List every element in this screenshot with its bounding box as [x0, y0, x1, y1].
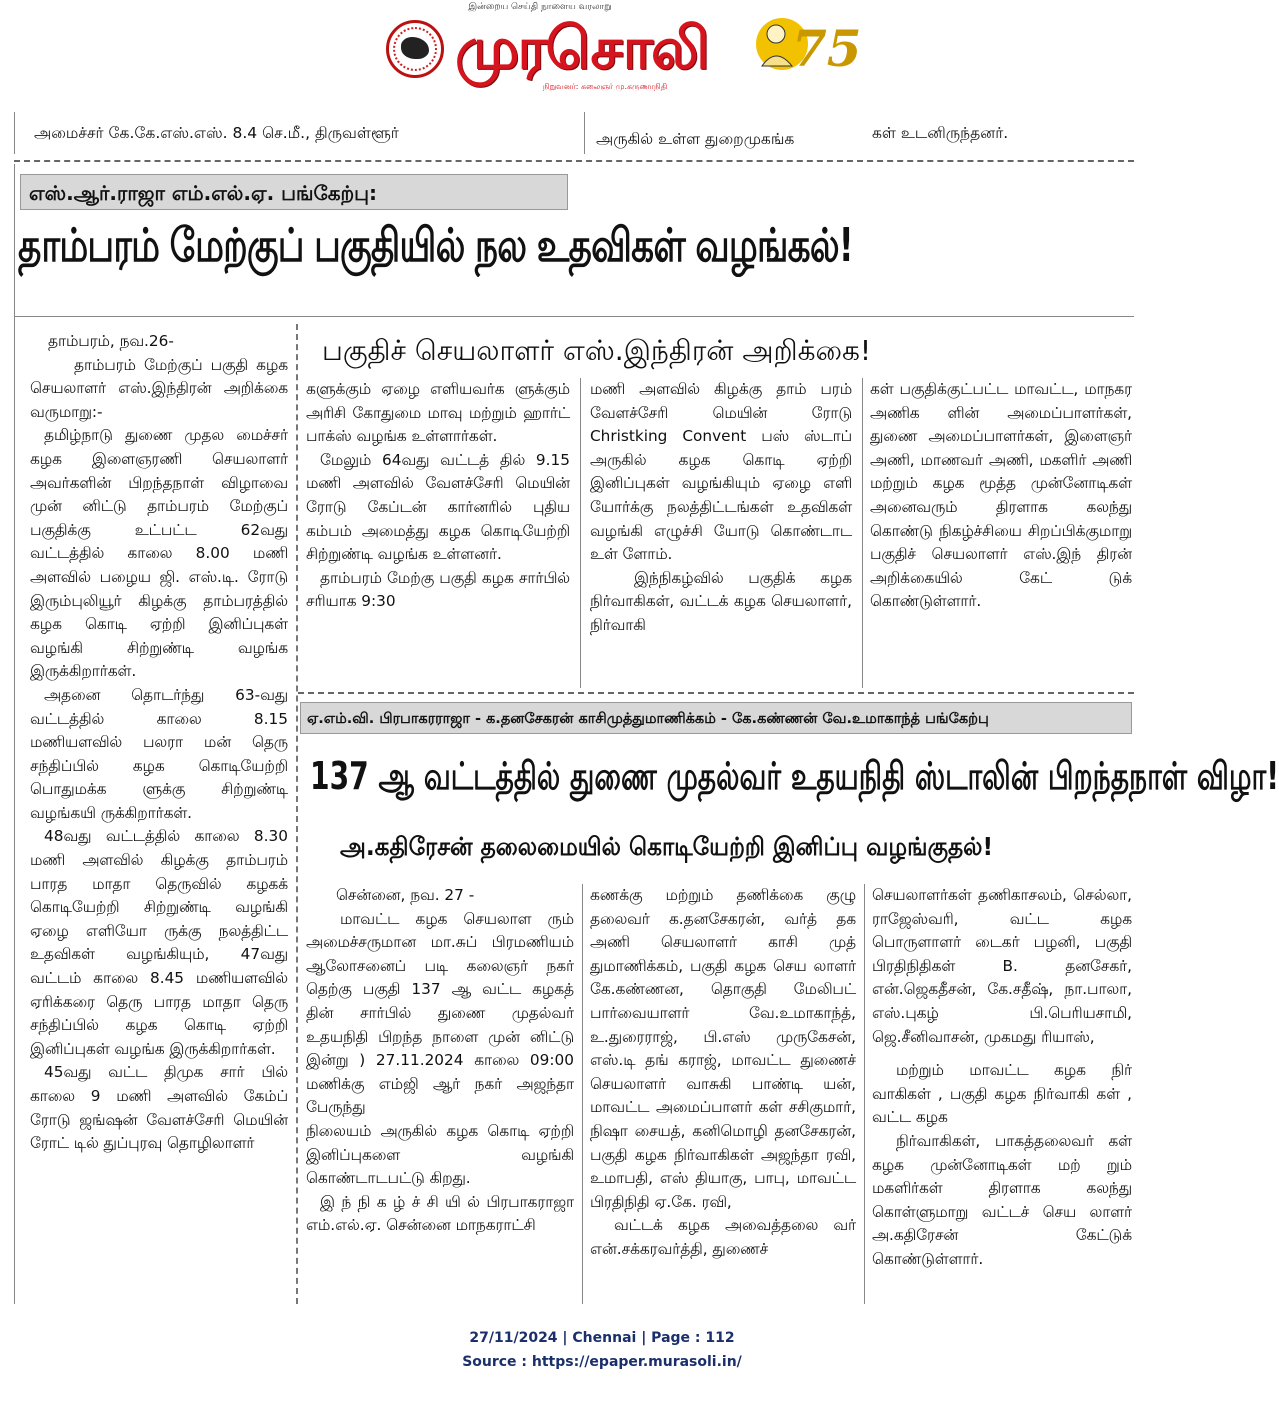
masthead-tagline: இன்றைய செய்தி நாளைய வரலாறு: [468, 2, 612, 12]
top-strip-col2: அருகில் உள்ள துறைமுகங்க: [596, 130, 795, 148]
story2-subhead: அ.கதிரேசன் தலைமையில் கொடியேற்றி இனிப்பு வழங்குதல்!: [340, 832, 994, 861]
paragraph: தாம்பரம் மேற்கு பகுதி கழக சார்பில் சரியாக 9:30: [306, 568, 570, 611]
headline-underline: [14, 316, 1134, 317]
column-divider: [580, 378, 581, 688]
anniversary-number: 75: [792, 19, 862, 78]
paragraph: இ ந் நி க ழ் ச் சி யி ல் பிரபாகராஜா எம்.எல்.ஏ. சென்னை மாநகராட்சி: [306, 1192, 574, 1235]
column-divider: [584, 112, 585, 154]
paragraph: தமிழ்நாடு துணை முதல மைச்சர் கழக இளைஞரணி செயலாளர் அவர்களின் பிறந்தநாள் விழாவை முன் னிட்டு தாம்பரம் மேற்குப் பகுதிக்கு உட்பட்ட 62வது வட்டத்தில் காலை 8.00 மணி அளவில் பழைய ஜி. எஸ்.டி. ரோடு இரும்புலியூர் கிழக்கு தாம்பரத்தில் கழக கொடி ஏற்றி இனிப்புகள் வழங்கி சிற்றுண்டி வழங்க இருக்கிறார்கள்.: [30, 426, 288, 681]
column-divider: [862, 378, 863, 688]
story2-kicker: ஏ.எம்.வி. பிரபாகரராஜா - க.தனசேகரன் காசிமுத்துமாணிக்கம் - கே.கண்ணன் வே.உமாகாந்த் பங்கேற்பு: [300, 702, 1132, 734]
paragraph: மணி அளவில் கிழக்கு தாம் பரம் வேளச்சேரி மெயின் ரோடு Christking Convent பஸ் ஸ்டாப் அருகில் கழக கொடி ஏற்றி இனிப்புகள் வழங்கியும் ஏழை எளி யோர்க்கு நலத்திட்டங்கள் உதவிகள் வழங்கி எழுச்சி யோடு கொண்டாட உள் ளோம்.: [590, 380, 852, 564]
paragraph: வட்டக் கழக அவைத்தலை வர் என்.சக்கரவர்த்தி, துணைச்: [590, 1216, 856, 1258]
section-divider: [14, 160, 1134, 162]
top-strip-col3: கள் உடனிருந்தனர்.: [872, 124, 1009, 142]
paragraph: கள் பகுதிக்குட்பட்ட மாவட்ட, மாநகர அணிக ளின் அமைப்பாளர்கள், துணை அமைப்பாளர்கள், இளைஞர் அணி, மாணவர் அணி, மகளிர் அணி மற்றும் கழக மூத்த முன்னோடிகள் அனைவரும் திரளாக கலந்து கொண்டு நிகழ்ச்சியை சிறப்பிக்குமாறு பகுதிச் செயலாளர் எஸ்.இந் திரன் அறிக்கையில் கேட் டுக் கொண்டுள்ளார்.: [870, 380, 1132, 611]
column-divider: [582, 884, 583, 1304]
paragraph: அதனை தொடர்ந்து 63-வது வட்டத்தில் காலை 8.15 மணியளவில் பலரா மன் தெரு சந்திப்பில் கழக கொடியேற்றி பொதுமக்க ளுக்கு சிற்றுண்டி வழங்கயி ருக்கிறார்கள்.: [30, 685, 288, 822]
paragraph: கணக்கு மற்றும் தணிக்கை குழு தலைவர் க.தனசேகரன், வர்த் தக அணி செயலாளர் காசி முத் துமாணிக்கம், பகுதி கழக செய லாளர் கே.கண்ணன, தொகுதி மேலிபட் பார்வையாளர் வே.உமாகாந்த், உ.துரைராஜ், பி.எஸ் முருகேசன், எஸ்.டி தங் கராஜ், மாவட்ட துணைச் செயலாளர் வாசுகி பாண்டி யன், மாவட்ட அமைப்பாளர் கள் சசிகுமார், நிஷா சையத், கனிமொழி தனசேகரன், பகுதி கழக நிர்வாகிகள் அஜந்தா ரவி, உமாபதி, எஸ் தியாகு, பாபு, மாவட்ட பிரதிநிதி ஏ.கே. ரவி,: [590, 886, 856, 1211]
story1-kicker: எஸ்.ஆர்.ராஜா எம்.எல்.ஏ. பங்கேற்பு:: [20, 174, 568, 210]
newspaper-logo: முரசொலி: [455, 14, 708, 82]
paragraph: இந்நிகழ்வில் பகுதிக் கழக நிர்வாகிகள், வட்டக் கழக செயலாளர், நிர்வாகி: [590, 568, 852, 634]
paragraph: நிர்வாகிகள், பாகத்தலைவர் கள் கழக முன்னோடிகள் மற் றும் மகளிர்கள் திரளாக கலந்து கொள்ளுமாறு வட்டச் செய லாளர் அ.கதிரேசன் கேட்டுக் கொண்டுள்ளார்.: [872, 1131, 1132, 1268]
story1-column-3: [590, 378, 852, 638]
paragraph: மேலும் 64வது வட்டத் தில் 9.15 மணி அளவில் வேளச்சேரி மெயின் ரோடு கேப்டன் கார்னரில் புதிய கம்பம் அமைத்து கழக கொடியேற்றி சிற்றுண்டி வழங்க உள்ளனர்.: [306, 450, 570, 564]
paragraph: 48வது வட்டத்தில் காலை 8.30 மணி அளவில் கிழக்கு தாம்பரம் பாரத மாதா தெருவில் கழகக் கொடியேற்றி சிற்றுண்டி வழங்கி ஏழை எளியோ ருக்கு நலத்திட்ட உதவிகள் வழங்கியும், 47வது வட்டம் காலை 8.45 மணியளவில் ஏரிக்கரை தெரு பாரத மாதா தெரு சந்திப்பில் கழக கொடி ஏற்றி இனிப்புகள் வழங்க இருக்கிறார்கள்.: [30, 827, 288, 1058]
paragraph: களுக்கும் ஏழை எளியவர்க ளுக்கும் அரிசி கோதுமை மாவு மற்றும் ஹார்ட் பாக்ஸ் வழங்க உள்ளார்கள்.: [306, 380, 570, 446]
story1-subhead: பகுதிச் செயலாளர் எஸ்.இந்திரன் அறிக்கை!: [322, 334, 872, 367]
story2-headline: 137 ஆ வட்டத்தில் துணை முதல்வர் உதயநிதி ஸ்டாலின் பிறந்தநாள் விழா!: [310, 754, 1279, 798]
column-divider: [864, 884, 865, 1304]
story1-column-2: [306, 378, 570, 614]
dateline: சென்னை, நவ. 27 -: [336, 886, 475, 904]
story1-column-1: [30, 330, 288, 1156]
story2-column-2: [590, 884, 856, 1262]
footer-source-link[interactable]: Source : https://epaper.murasoli.in/: [462, 1354, 742, 1370]
dateline: தாம்பரம், நவ.26-: [48, 332, 174, 350]
paragraph: தாம்பரம் மேற்குப் பகுதி கழக செயலாளர் எஸ்.இந்திரன் அறிக்கை வருமாறு:-: [30, 355, 288, 421]
logo-subtitle: நிறுவனர்: கலைஞர் மு.கருணாநிதி: [542, 82, 668, 91]
story1-headline: தாம்பரம் மேற்குப் பகுதியில் நல உதவிகள் வழங்கல்!: [18, 218, 853, 272]
column-divider: [296, 324, 298, 1304]
story2-column-1: [306, 884, 574, 1238]
paragraph: 45வது வட்ட திமுக சார் பில் காலை 9 மணி அளவில் கேம்ப் ரோடு ஜங்ஷன் வேளச்சேரி மெயின் ரோட் டில் துப்புரவு தொழிலாளர்: [30, 1063, 288, 1153]
party-emblem-icon: [386, 20, 444, 78]
page-left-rule: [14, 164, 15, 1304]
story1-column-4: [870, 378, 1132, 614]
footer-date-edition: 27/11/2024 | Chennai | Page : 112: [469, 1330, 735, 1346]
paragraph: நிலையம் அருகில் கழக கொடி ஏற்றி இனிப்புகளை வழங்கி கொண்டாடபட்டு கிறது.: [306, 1121, 574, 1188]
section-divider: [298, 692, 1134, 694]
column-divider: [14, 112, 15, 154]
paragraph: செயலாளர்கள் தணிகாசலம், செல்லா, ராஜேஸ்வரி, வட்ட கழக பொருளாளர் டைகர் பழனி, பகுதி பிரதிநிதிகள் B. தனசேகர், என்.ஜெகதீசன், கே.சதீஷ், நா.பாலா, எஸ்.புகழ் பி.பெரியசாமி, ஜெ.சீனிவாசன், முகமது ரியாஸ்,: [872, 886, 1132, 1046]
paragraph: மற்றும் மாவட்ட கழக நிர் வாகிகள் , பகுதி கழக நிர்வாகி கள் , வட்ட கழக: [872, 1061, 1132, 1127]
anniversary-badge-icon: [740, 4, 862, 94]
story2-column-3: [872, 884, 1132, 1272]
top-strip-col1: அமைச்சர் கே.கே.எஸ்.எஸ். 8.4 செ.மீ., திருவள்ளூர்: [34, 124, 399, 142]
paragraph: மாவட்ட கழக செயலாள ரும் அமைச்சருமான மா.சுப் பிரமணியம் ஆலோசனைப் படி கலைஞர் நகர் தெற்கு பகுதி 137 ஆ வட்ட கழகத் தின் சார்பில் துணை முதல்வர் உதயநிதி பிறந்த நாளை முன் னிட்டு இன்று ) 27.11.2024 காலை 09:00 மணிக்கு எம்ஜி ஆர் நகர் அஜந்தா பேருந்து: [306, 909, 574, 1117]
